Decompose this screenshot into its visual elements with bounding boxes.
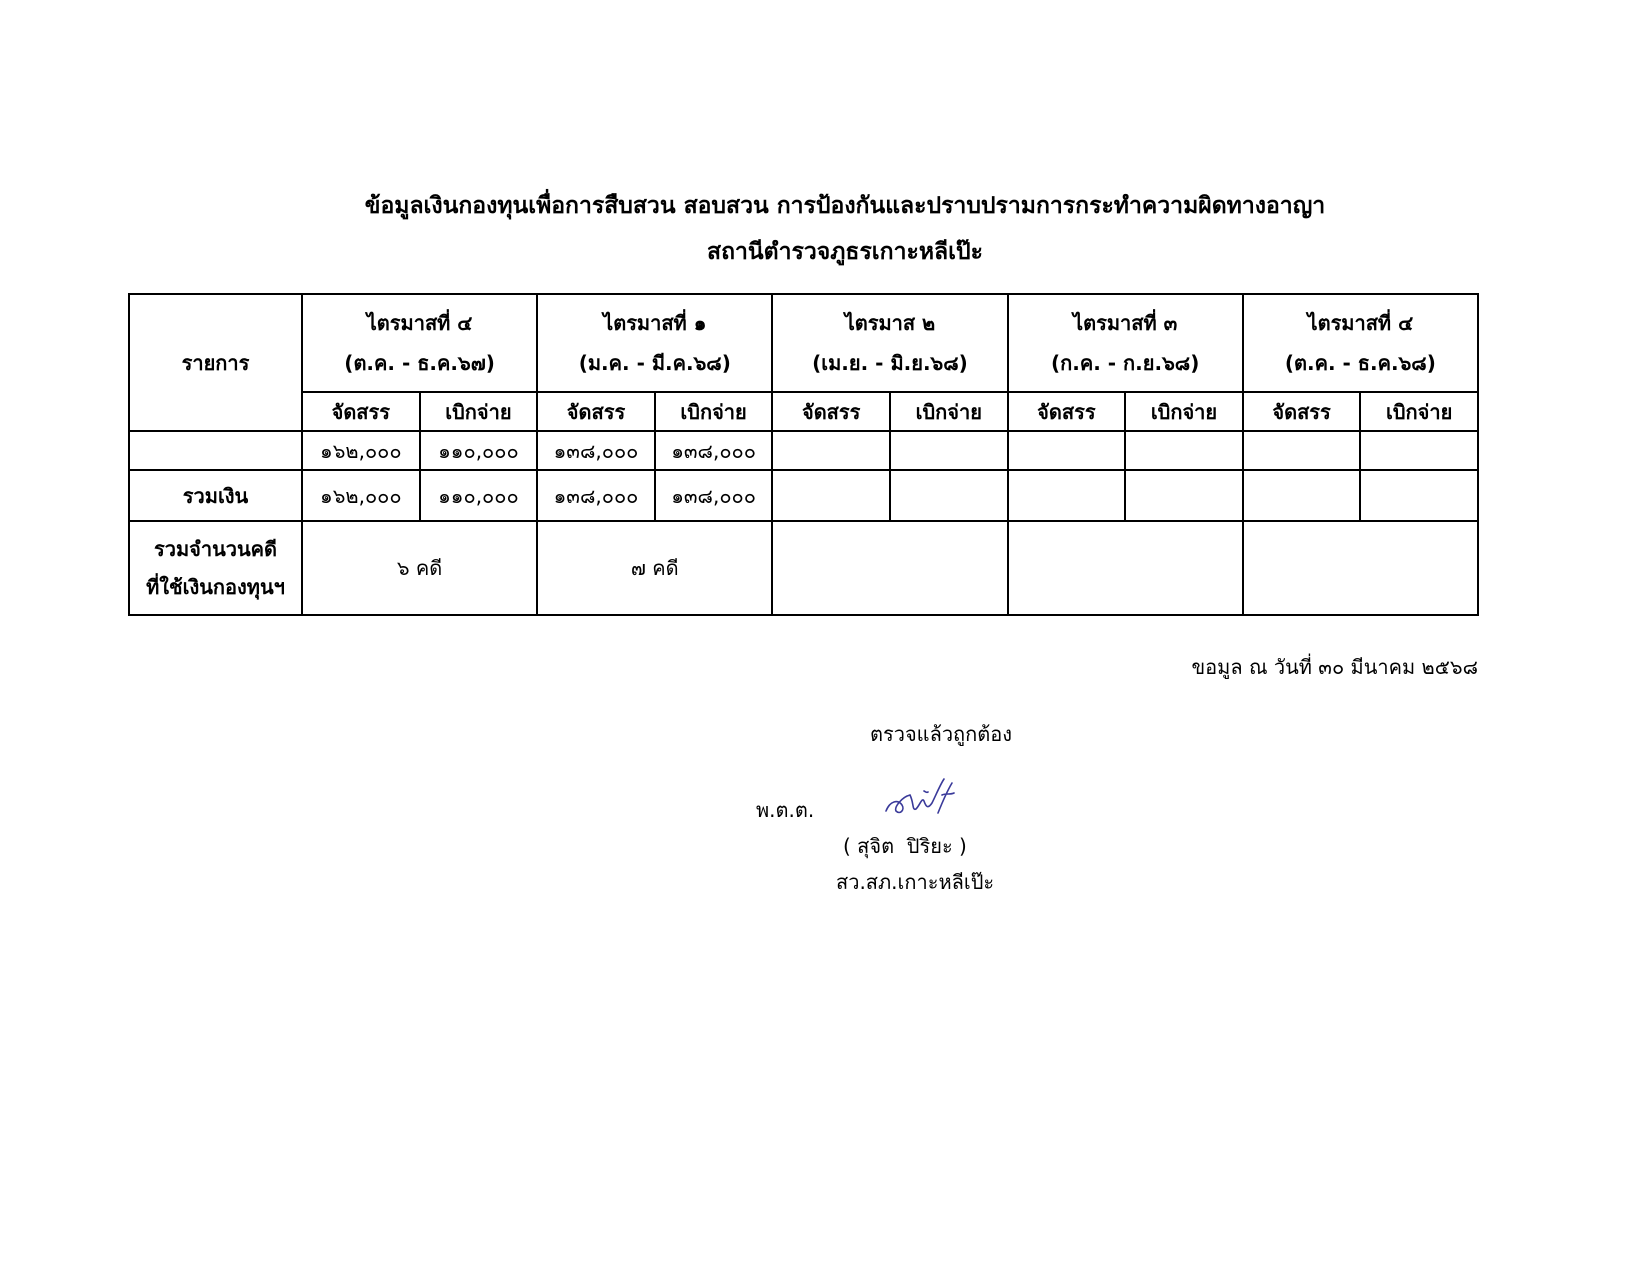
table-cell — [772, 470, 890, 521]
quarter-header — [302, 294, 537, 392]
total-row — [129, 470, 1478, 521]
handwritten-signature — [880, 773, 960, 821]
signer-name: ( สุจิต ปิริยะ ) — [843, 834, 967, 858]
case-count-cell: ๖ คดี — [302, 521, 537, 615]
quarter-header — [1008, 294, 1243, 392]
allocated-header: จัดสรร — [302, 392, 420, 431]
table-cell: ๑๑๐,๐๐๐ — [420, 470, 538, 521]
case-count-cell — [1243, 521, 1478, 615]
disbursed-header: เบิกจ่าย — [655, 392, 773, 431]
disbursed-header: เบิกจ่าย — [890, 392, 1008, 431]
quarter-period: (ต.ค. - ธ.ค.๖๗) — [344, 351, 495, 375]
table-cell: ๑๑๐,๐๐๐ — [420, 431, 538, 470]
table-row — [129, 431, 1478, 470]
quarter-header — [1243, 294, 1478, 392]
case-count-cell — [772, 521, 1007, 615]
allocated-header: จัดสรร — [772, 392, 890, 431]
table-cell: ๑๓๘,๐๐๐ — [537, 470, 655, 521]
table-cell — [1360, 470, 1478, 521]
signer-position: สว.สภ.เกาะหลีเป๊ะ — [836, 870, 995, 894]
cases-label-line1: รวมจำนวนคดี — [153, 537, 278, 561]
signer-rank: พ.ต.ต. — [756, 798, 815, 822]
quarter-title: ไตรมาสที่ ๓ — [1073, 311, 1178, 335]
table-cell: ๑๓๘,๐๐๐ — [655, 431, 773, 470]
table-cell — [890, 431, 1008, 470]
quarter-title: ไตรมาส ๒ — [844, 311, 936, 335]
quarter-period: (เม.ย. - มิ.ย.๖๘) — [812, 351, 968, 375]
disbursed-header: เบิกจ่าย — [1360, 392, 1478, 431]
table-cell — [772, 431, 890, 470]
station-name: สถานีตำรวจภูธรเกาะหลีเป๊ะ — [707, 239, 983, 265]
case-count-cell — [1008, 521, 1243, 615]
disbursed-header: เบิกจ่าย — [1125, 392, 1243, 431]
quarter-title: ไตรมาสที่ ๔ — [1307, 311, 1414, 335]
row-label — [129, 431, 302, 470]
total-row-label: รวมเงิน — [129, 470, 302, 521]
table-cell — [1360, 431, 1478, 470]
disbursed-header: เบิกจ่าย — [420, 392, 538, 431]
table-cell — [1125, 470, 1243, 521]
table-cell — [890, 470, 1008, 521]
table-cell — [1243, 470, 1361, 521]
allocated-header: จัดสรร — [1243, 392, 1361, 431]
table-cell — [1125, 431, 1243, 470]
table-cell — [1008, 431, 1126, 470]
quarter-period: (ก.ค. - ก.ย.๖๘) — [1051, 351, 1200, 375]
row-header-items: รายการ — [129, 294, 302, 431]
table-cell: ๑๓๘,๐๐๐ — [655, 470, 773, 521]
quarter-period: (ม.ค. - มี.ค.๖๘) — [578, 351, 731, 375]
allocated-header: จัดสรร — [537, 392, 655, 431]
quarter-title: ไตรมาสที่ ๔ — [366, 311, 473, 335]
quarter-header — [772, 294, 1007, 392]
allocated-header: จัดสรร — [1008, 392, 1126, 431]
cases-label-line2: ที่ใช้เงินกองทุนฯ — [146, 575, 285, 599]
quarter-header — [537, 294, 772, 392]
cases-row — [129, 521, 1478, 615]
fund-table — [128, 293, 1479, 616]
table-cell — [1243, 431, 1361, 470]
verified-statement: ตรวจแล้วถูกต้อง — [870, 722, 1013, 746]
table-cell: ๑๓๘,๐๐๐ — [537, 431, 655, 470]
document-title: ข้อมูลเงินกองทุนเพื่อการสืบสวน สอบสวน การป้องกันและปราบปรามการกระทำความผิดทางอาญา — [364, 193, 1326, 219]
table-cell: ๑๖๒,๐๐๐ — [302, 470, 420, 521]
table-cell: ๑๖๒,๐๐๐ — [302, 431, 420, 470]
case-count-cell: ๗ คดี — [537, 521, 772, 615]
data-as-of-date: ขอมูล ณ วันที่ ๓๐ มีนาคม ๒๕๖๘ — [1191, 655, 1478, 679]
quarter-period: (ต.ค. - ธ.ค.๖๘) — [1284, 351, 1436, 375]
quarter-title: ไตรมาสที่ ๑ — [603, 311, 707, 335]
cases-row-label — [129, 521, 302, 615]
table-cell — [1008, 470, 1126, 521]
